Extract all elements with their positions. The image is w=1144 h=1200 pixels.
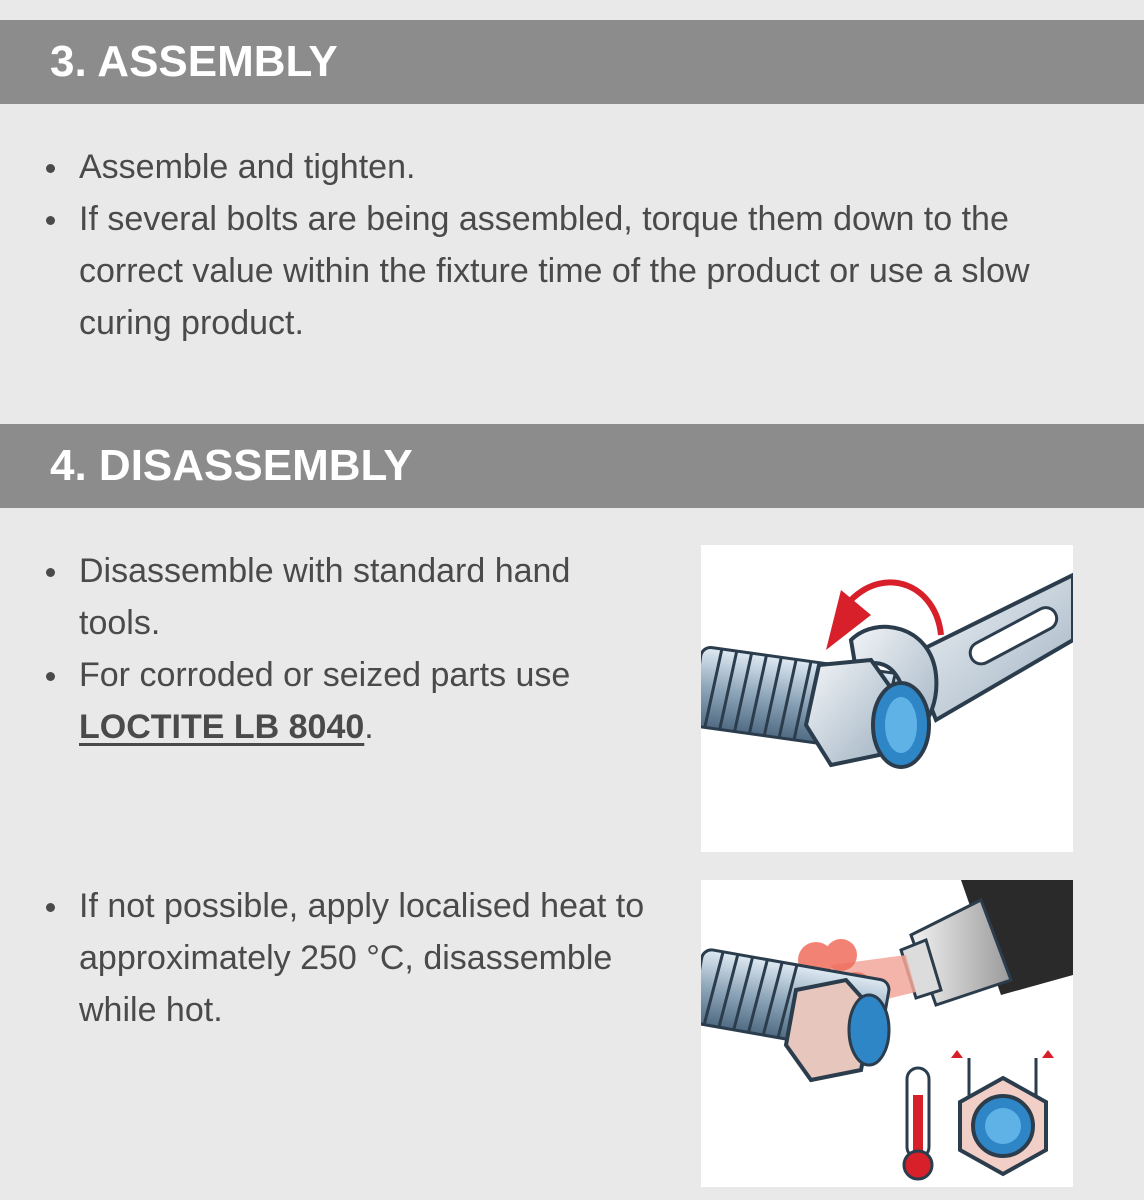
disassembly-list <box>0 545 640 753</box>
assembly-header <box>0 20 1144 104</box>
list-item: If not possible, apply localised heat to approximately 250 °C, disassemble while hot. <box>0 880 690 1036</box>
assembly-title: 3. ASSEMBLY <box>50 37 338 86</box>
corroded-text: For corroded or seized parts use <box>79 656 571 694</box>
disassembly-header <box>0 424 1144 508</box>
loctite-lb-8040-link[interactable]: LOCTITE LB 8040 <box>79 708 365 746</box>
heat-gun-heating-nut-illustration <box>701 880 1073 1187</box>
list-item: If several bolts are being assembled, torque them down to the correct value within the fixture time of the product or use a slow curing product. <box>0 193 1100 349</box>
disassembly-heat-list <box>0 880 690 1036</box>
list-item: Assemble and tighten. <box>0 141 1100 193</box>
corroded-suffix: . <box>364 708 374 746</box>
wrench-icon <box>701 545 1073 852</box>
assembly-list <box>0 141 1100 349</box>
disassembly-title: 4. DISASSEMBLY <box>50 441 413 490</box>
list-item <box>0 649 640 753</box>
wrench-loosening-nut-illustration <box>701 545 1073 852</box>
heat-gun-icon <box>701 880 1073 1187</box>
list-item: Disassemble with standard hand tools. <box>0 545 640 649</box>
